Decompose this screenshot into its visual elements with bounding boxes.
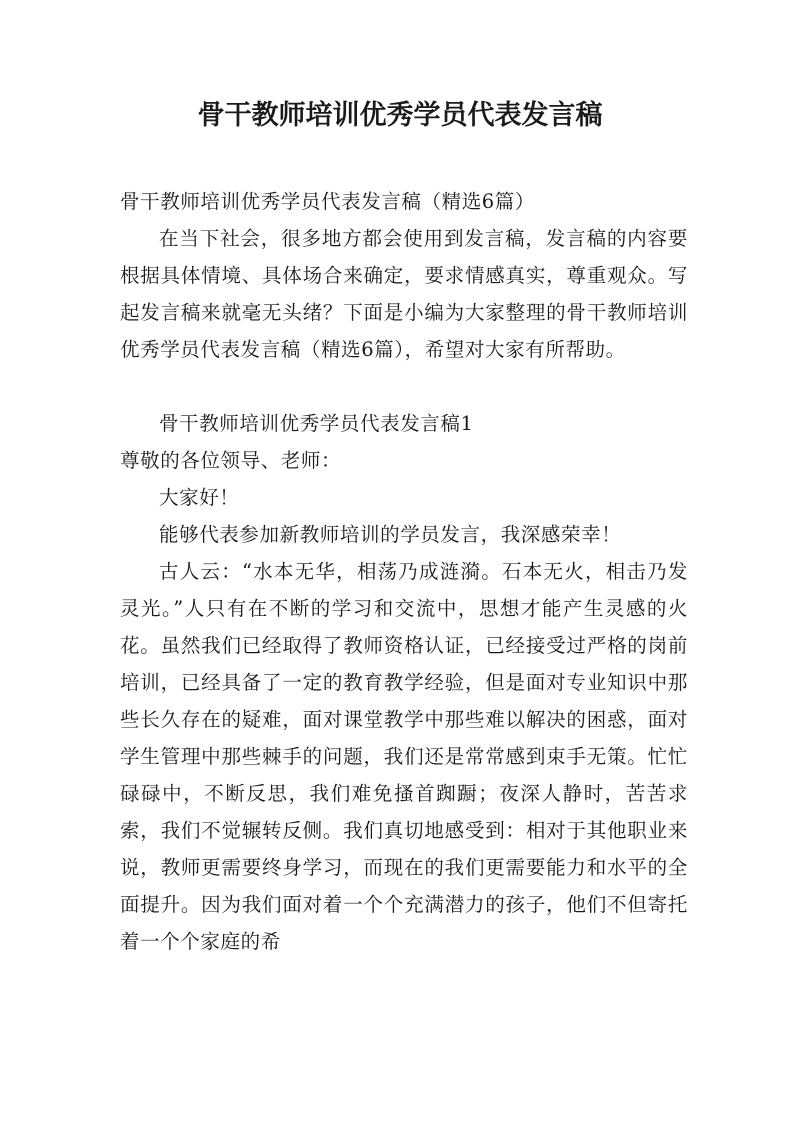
document-body xyxy=(120,183,688,960)
document-title: 骨干教师培训优秀学员代表发言稿 xyxy=(197,100,603,131)
document-subtitle: 骨干教师培训优秀学员代表发言稿（精选6篇） xyxy=(120,190,536,213)
body-paragraph-2: 古人云：“水本无华，相荡乃成涟漪。石本无火，相击乃发灵光。”人只有在不断的学习和交流中，思想才能产生灵感的火花。虽然我们已经取得了教师资格认证，已经接受过严格的岗前培训，已经具备了一定的教育教学经验，但是面对专业知识中那些长久存在的疑难，面对课堂教学中那些难以解决的困惑，面对学生管理中那些棘手的问题，我们还是常常感到束手无策。忙忙碌碌中，不断反思，我们难免搔首踟蹰；夜深人静时，苦苦求索，我们不觉辗转反侧。我们真切地感受到：相对于其他职业来说，教师更需要终身学习，而现在的我们更需要能力和水平的全面提升。因为我们面对着一个个充满潜力的孩子，他们不但寄托着一个个家庭的希 xyxy=(120,560,688,953)
paragraph-spacer xyxy=(120,368,688,405)
greeting: 大家好！ xyxy=(159,486,240,509)
salutation: 尊敬的各位领导、老师： xyxy=(120,449,342,472)
section-heading: 骨干教师培训优秀学员代表发言稿1 xyxy=(159,412,474,435)
body-paragraph-1: 能够代表参加新教师培训的学员发言，我深感荣幸！ xyxy=(159,523,622,546)
intro-paragraph: 在当下社会，很多地方都会使用到发言稿，发言稿的内容要根据具体情境、具体场合来确定，要求情感真实，尊重观众。写起发言稿来就毫无头绪？下面是小编为大家整理的骨干教师培训优秀学员代表发言稿（精选6篇），希望对大家有所帮助。 xyxy=(120,227,688,361)
